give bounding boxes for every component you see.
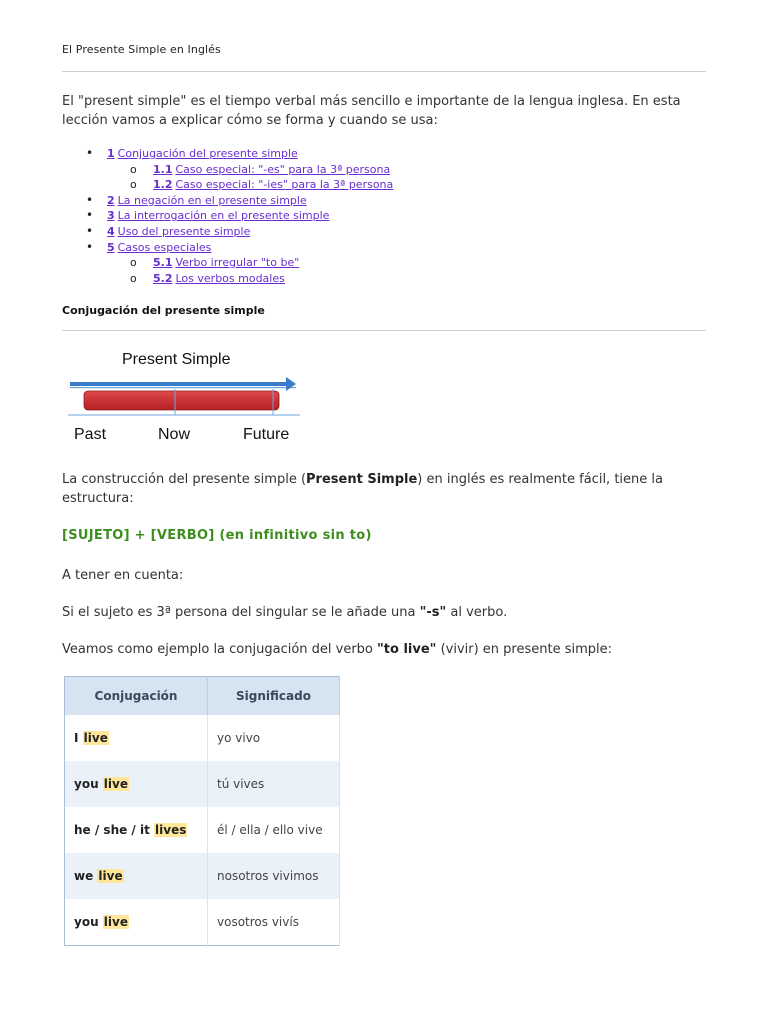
toc-item [62, 208, 393, 224]
timeline-bar [84, 391, 279, 410]
verb-highlight: live [83, 731, 108, 745]
note-paragraph: A tener en cuenta: [62, 568, 184, 583]
toc-link[interactable]: 1 Conjugación del presente simple [107, 147, 298, 160]
toc-link[interactable]: 1.2 Caso especial: "-ies" para la 3ª persona [153, 178, 394, 192]
toc-subitem [62, 177, 393, 193]
construction-paragraph: La construcción del presente simple (Present Simple) en inglés es realmente fácil, tiene la estructura: [62, 472, 663, 506]
verb-highlight: live [98, 869, 123, 883]
conjugation-cell: you live [65, 899, 208, 946]
toc-link[interactable]: 5.1 Verbo irregular "to be" [153, 256, 300, 270]
toc-subitem [62, 255, 393, 271]
section-heading: Conjugación del presente simple [62, 304, 265, 317]
present-simple-timeline [62, 345, 306, 455]
column-header-meaning: Significado [208, 677, 340, 716]
timeline-arrow [70, 377, 296, 391]
table-row [65, 715, 340, 761]
example-paragraph: Veamos como ejemplo la conjugación del verbo "to live" (vivir) en presente simple: [62, 642, 613, 657]
intro-paragraph: El "present simple" es el tiempo verbal más sencillo e importante de la lengua inglesa. En esta lección vamos a explicar cómo se forma y cuando se usa: [62, 94, 681, 128]
meaning-cell: vosotros vivís [208, 899, 340, 946]
meaning-cell: él / ella / ello vive [208, 807, 340, 853]
table-row [65, 761, 340, 807]
structure-formula: [SUJETO] + [VERBO] (en infinitivo sin to) [62, 528, 372, 543]
toc-link[interactable]: 1.1 Caso especial: "-es" para la 3ª persona [153, 162, 391, 176]
table-row [65, 899, 340, 946]
toc-item [62, 146, 393, 162]
conjugation-table [64, 676, 340, 946]
meaning-cell: tú vives [208, 761, 340, 807]
toc-item [62, 193, 393, 209]
verb-highlight: live [103, 915, 128, 929]
conjugation-cell: he / she / it lives [65, 807, 208, 853]
timeline-baseline [70, 387, 296, 388]
toc-subitem [62, 271, 393, 287]
timeline-label-future: Future [243, 426, 290, 443]
table-of-contents [62, 146, 393, 286]
timeline-title: Present Simple [122, 351, 231, 368]
toc-link[interactable]: 4 Uso del presente simple [107, 224, 251, 238]
conjugation-cell: we live [65, 853, 208, 899]
conjugation-cell: I live [65, 715, 208, 761]
toc-link[interactable]: 5.2 Los verbos modales [153, 271, 285, 285]
verb-highlight: live [103, 777, 128, 791]
meaning-cell: yo vivo [208, 715, 340, 761]
table-row [65, 807, 340, 853]
timeline-label-now: Now [158, 426, 191, 443]
toc-item [62, 224, 393, 240]
rule-paragraph: Si el sujeto es 3ª persona del singular se le añade una "-s" al verbo. [62, 605, 508, 620]
toc-link[interactable]: 5 Casos especiales [107, 240, 212, 254]
title-divider [62, 71, 706, 72]
conjugation-cell: you live [65, 761, 208, 807]
toc-link[interactable]: 3 La interrogación en el presente simple [107, 209, 330, 223]
verb-highlight: lives [155, 823, 187, 837]
column-header-conjugation: Conjugación [65, 677, 208, 716]
page-title: El Presente Simple en Inglés [62, 43, 221, 56]
section-divider [62, 330, 706, 331]
timeline-label-past: Past [74, 426, 107, 443]
toc-subitem [62, 162, 393, 178]
meaning-cell: nosotros vivimos [208, 853, 340, 899]
toc-link[interactable]: 2 La negación en el presente simple [107, 193, 307, 207]
table-row [65, 853, 340, 899]
toc-item [62, 240, 393, 256]
